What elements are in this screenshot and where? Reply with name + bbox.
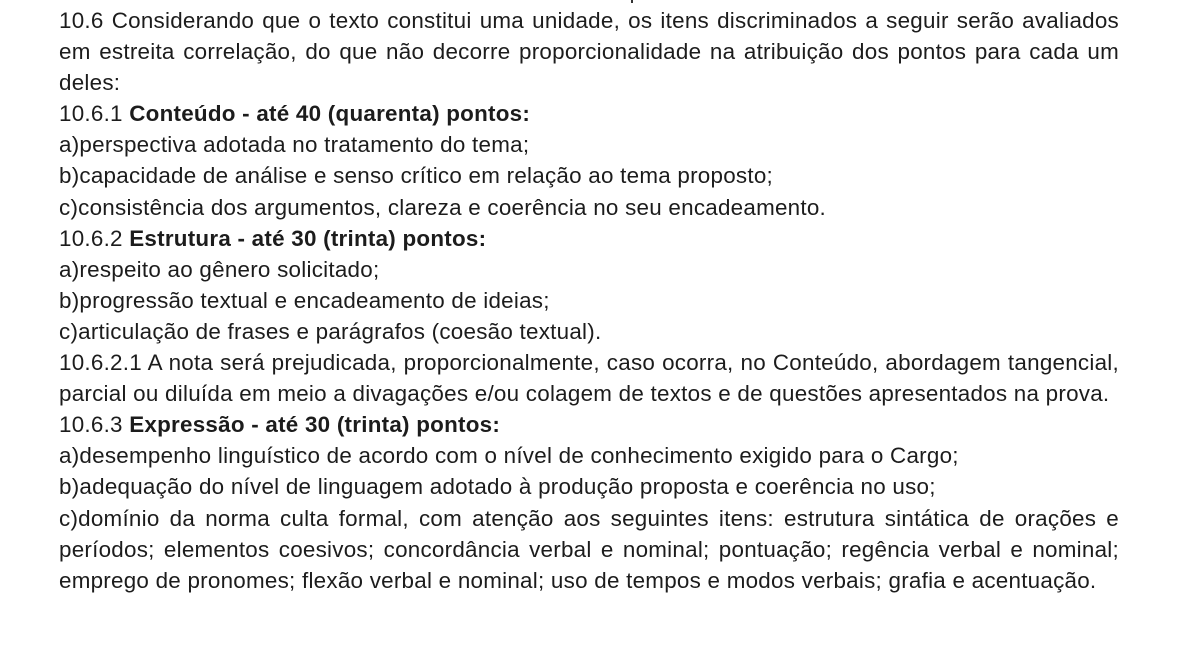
- section-number: 10.6.2: [59, 225, 130, 251]
- list-item: b)progressão textual e encadeamento de ideias;: [59, 287, 550, 313]
- section-heading: Expressão - até 30 (trinta) pontos:: [129, 412, 501, 438]
- section-number: 10.6.1: [59, 101, 130, 127]
- paragraph-10-6: 10.6 Considerando que o texto constitui uma unidade, os itens discriminados a seguir serão avaliados em estreita correlação, do que não decorre proporcionalidade na atribuição dos pontos para cada um deles:: [59, 8, 1119, 96]
- list-item: a)perspectiva adotada no tratamento do tema;: [59, 132, 530, 158]
- heading-10-6-3: [59, 409, 1119, 440]
- list-item: b)capacidade de análise e senso crítico em relação ao tema proposto;: [59, 163, 774, 189]
- paragraph-10-6-2-1: 10.6.2.1 A nota será prejudicada, proporcionalmente, caso ocorra, no Conteúdo, abordagem tangencial, parcial ou diluída em meio a divagações e/ou colagem de textos e de questões apresentados na prova.: [59, 350, 1119, 407]
- section-number: 10.6.3: [59, 412, 130, 438]
- section-heading: Conteúdo - até 40 (quarenta) pontos:: [129, 101, 531, 127]
- heading-10-6-2: [59, 223, 1119, 254]
- list-item: c)domínio da norma culta formal, com atenção aos seguintes itens: estrutura sintática de orações e períodos; elementos coesivos; concordância verbal e nominal; pontuação; regência verbal e nominal; emprego de pronomes; flexão verbal e nominal; uso de tempos e modos verbais; grafia e acentuação.: [59, 505, 1119, 593]
- list-item: a)respeito ao gênero solicitado;: [59, 256, 380, 282]
- list-item: a)desempenho linguístico de acordo com o nível de conhecimento exigido para o Cargo;: [59, 443, 959, 469]
- heading-10-6-1: [59, 98, 1119, 129]
- list-item: b)adequação do nível de linguagem adotado à produção proposta e coerência no uso;: [59, 474, 936, 500]
- cropped-text-fragment: [631, 0, 633, 3]
- section-heading: Estrutura - até 30 (trinta) pontos:: [129, 225, 487, 251]
- document-body: [59, 5, 1119, 596]
- list-item: c)articulação de frases e parágrafos (coesão textual).: [59, 318, 602, 344]
- list-item: c)consistência dos argumentos, clareza e coerência no seu encadeamento.: [59, 194, 827, 220]
